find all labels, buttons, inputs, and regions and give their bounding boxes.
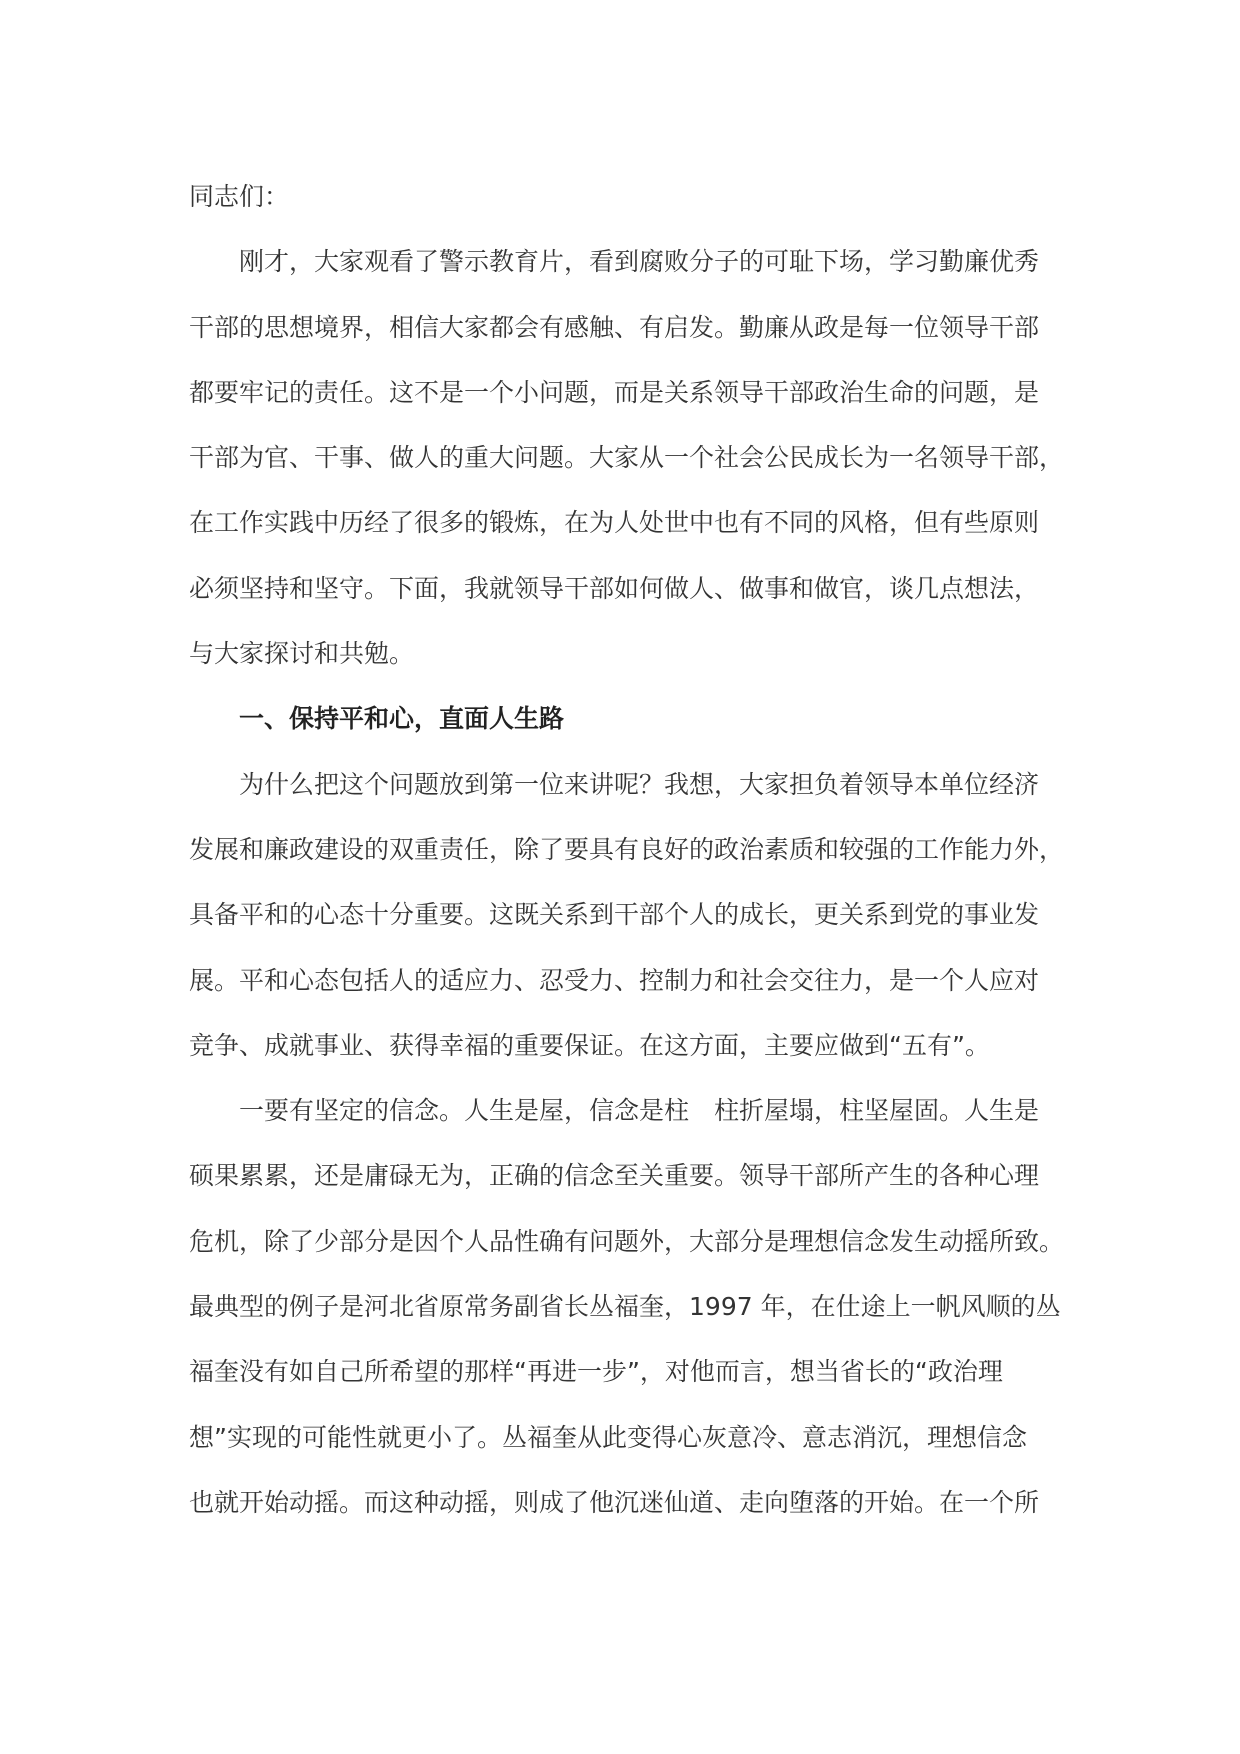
text-line: 展。平和心态包括人的适应力、忍受力、控制力和社会交往力，是一个人应对: [189, 965, 1040, 995]
text-line: 必须坚持和坚守。下面，我就领导干部如何做人、做事和做官，谈几点想法，: [189, 573, 1040, 603]
greeting: 同志们：: [189, 182, 290, 211]
text-line: 最典型的例子是河北省原常务副省长丛福奎，1997 年，在仕途上一帆风顺的丛: [189, 1292, 1061, 1322]
text-line: 也就开始动摇。而这种动摇，则成了他沉迷仙道、走向堕落的开始。在一个所: [189, 1487, 1040, 1517]
text-line: 都要牢记的责任。这不是一个小问题，而是关系领导干部政治生命的问题，是: [189, 377, 1040, 407]
text-line: 想”实现的可能性就更小了。丛福奎从此变得心灰意冷、意志消沉，理想信念: [189, 1422, 1027, 1452]
paragraph-why: [189, 752, 1069, 1078]
paragraph-belief: [189, 1078, 1069, 1535]
text-line: 为什么把这个问题放到第一位来讲呢？我想，大家担负着领导本单位经济: [239, 769, 1040, 799]
text-line: 硕果累累，还是庸碌无为，正确的信念至关重要。领导干部所产生的各种心理: [189, 1161, 1040, 1191]
text-line: 具备平和的心态十分重要。这既关系到干部个人的成长，更关系到党的事业发: [189, 900, 1040, 930]
paragraph-intro: [189, 229, 1069, 686]
text-line: 危机，除了少部分是因个人品性确有问题外，大部分是理想信念发生动摇所致。: [189, 1226, 1065, 1256]
text-line: 干部为官、干事、做人的重大问题。大家从一个社会公民成长为一名领导干部，: [189, 443, 1065, 473]
text-line: 干部的思想境界，相信大家都会有感触、有启发。勤廉从政是每一位领导干部: [189, 312, 1040, 342]
text-line: 福奎没有如自己所希望的那样“再进一步”，对他而言，想当省长的“政治理: [189, 1357, 1003, 1387]
document-page: [189, 164, 1069, 1535]
text-line: 竞争、成就事业、获得幸福的重要保证。在这方面，主要应做到“五有”。: [189, 1030, 990, 1060]
text-line: 在工作实践中历经了很多的锻炼，在为人处世中也有不同的风格，但有些原则: [189, 508, 1040, 538]
text-line: 一要有坚定的信念。人生是屋，信念是柱 柱折屋塌，柱坚屋固。人生是: [239, 1096, 1040, 1126]
text-line: 与大家探讨和共勉。: [189, 639, 415, 669]
section-heading: 一、保持平和心，直面人生路: [239, 704, 565, 734]
text-line: 刚才，大家观看了警示教育片，看到腐败分子的可耻下场，学习勤廉优秀: [239, 247, 1040, 277]
text-line: 发展和廉政建设的双重责任，除了要具有良好的政治素质和较强的工作能力外，: [189, 834, 1065, 864]
